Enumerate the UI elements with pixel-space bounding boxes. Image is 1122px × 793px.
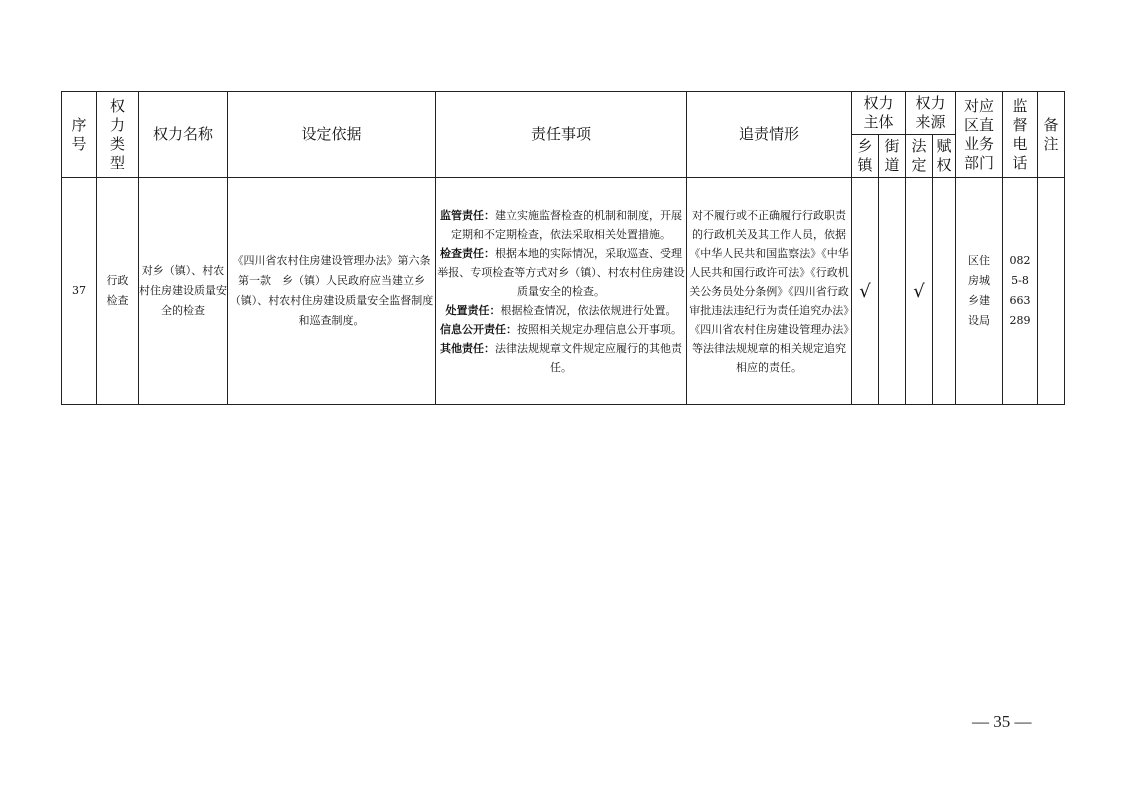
header-subject-town: 乡镇 [852, 135, 879, 178]
header-remark: 备注 [1038, 92, 1065, 178]
header-source-granted: 赋权 [933, 135, 956, 178]
header-accountability: 追责情形 [687, 92, 852, 178]
row-accountability: 对不履行或不正确履行行政职责的行政机关及其工作人员，依据《中华人民共和国监察法》《中华人民共和国行政许可法》《行政机关公务员处分条例》《四川省行政审批违法违纪行为责任追究办法》《四川省农村住房建设管理办法》等法律法规规章的相关规定追究相应的责任。 [687, 178, 852, 405]
duty-item: 信息公开责任：按照相关规定办理信息公开事项。 [440, 322, 682, 336]
header-subject: 权力主体 [852, 92, 906, 135]
row-source-legal-check: √ [906, 178, 933, 405]
duty-item: 处置责任：根据检查情况，依法依规进行处置。 [445, 303, 677, 317]
duty-item: 其他责任：法律法规规章文件规定应履行的其他责任。 [440, 341, 682, 374]
header-subject-street: 街道 [879, 135, 906, 178]
header-basis: 设定依据 [228, 92, 436, 178]
header-seq: 序号 [62, 92, 97, 178]
header-source: 权力来源 [906, 92, 956, 135]
page-number: — 35 — [972, 712, 1032, 731]
header-name: 权力名称 [139, 92, 228, 178]
header-source-legal: 法定 [906, 135, 933, 178]
row-seq: 37 [62, 178, 97, 405]
row-subject-town-check: √ [852, 178, 879, 405]
power-list-table [61, 91, 1065, 405]
row-dept: 区住房城乡建设局 [956, 178, 1003, 405]
row-name: 对乡（镇）、村农村住房建设质量安全的检查 [139, 178, 228, 405]
row-basis: 《四川省农村住房建设管理办法》第六条第一款 乡（镇）人民政府应当建立乡（镇）、村农村住房建设质量安全监督制度和巡查制度。 [228, 178, 436, 405]
header-dept: 对应区直业务部门 [956, 92, 1003, 178]
row-source-granted-check [933, 178, 956, 405]
table-row [62, 178, 1065, 405]
row-subject-street-check [879, 178, 906, 405]
header-type: 权力类型 [97, 92, 139, 178]
row-type: 行政检查 [97, 178, 139, 405]
header-phone: 监督电话 [1003, 92, 1038, 178]
row-remark [1038, 178, 1065, 405]
row-duties [436, 178, 687, 405]
header-duty: 责任事项 [436, 92, 687, 178]
row-phone: 0825-8663289 [1003, 178, 1038, 405]
duty-item: 监管责任：建立实施监督检查的机制和制度，开展定期和不定期检查，依法采取相关处置措施。 [440, 208, 682, 241]
duty-item: 检查责任：根据本地的实际情况，采取巡查、受理举报、专项检查等方式对乡（镇）、村农村住房建设质量安全的检查。 [437, 246, 685, 298]
